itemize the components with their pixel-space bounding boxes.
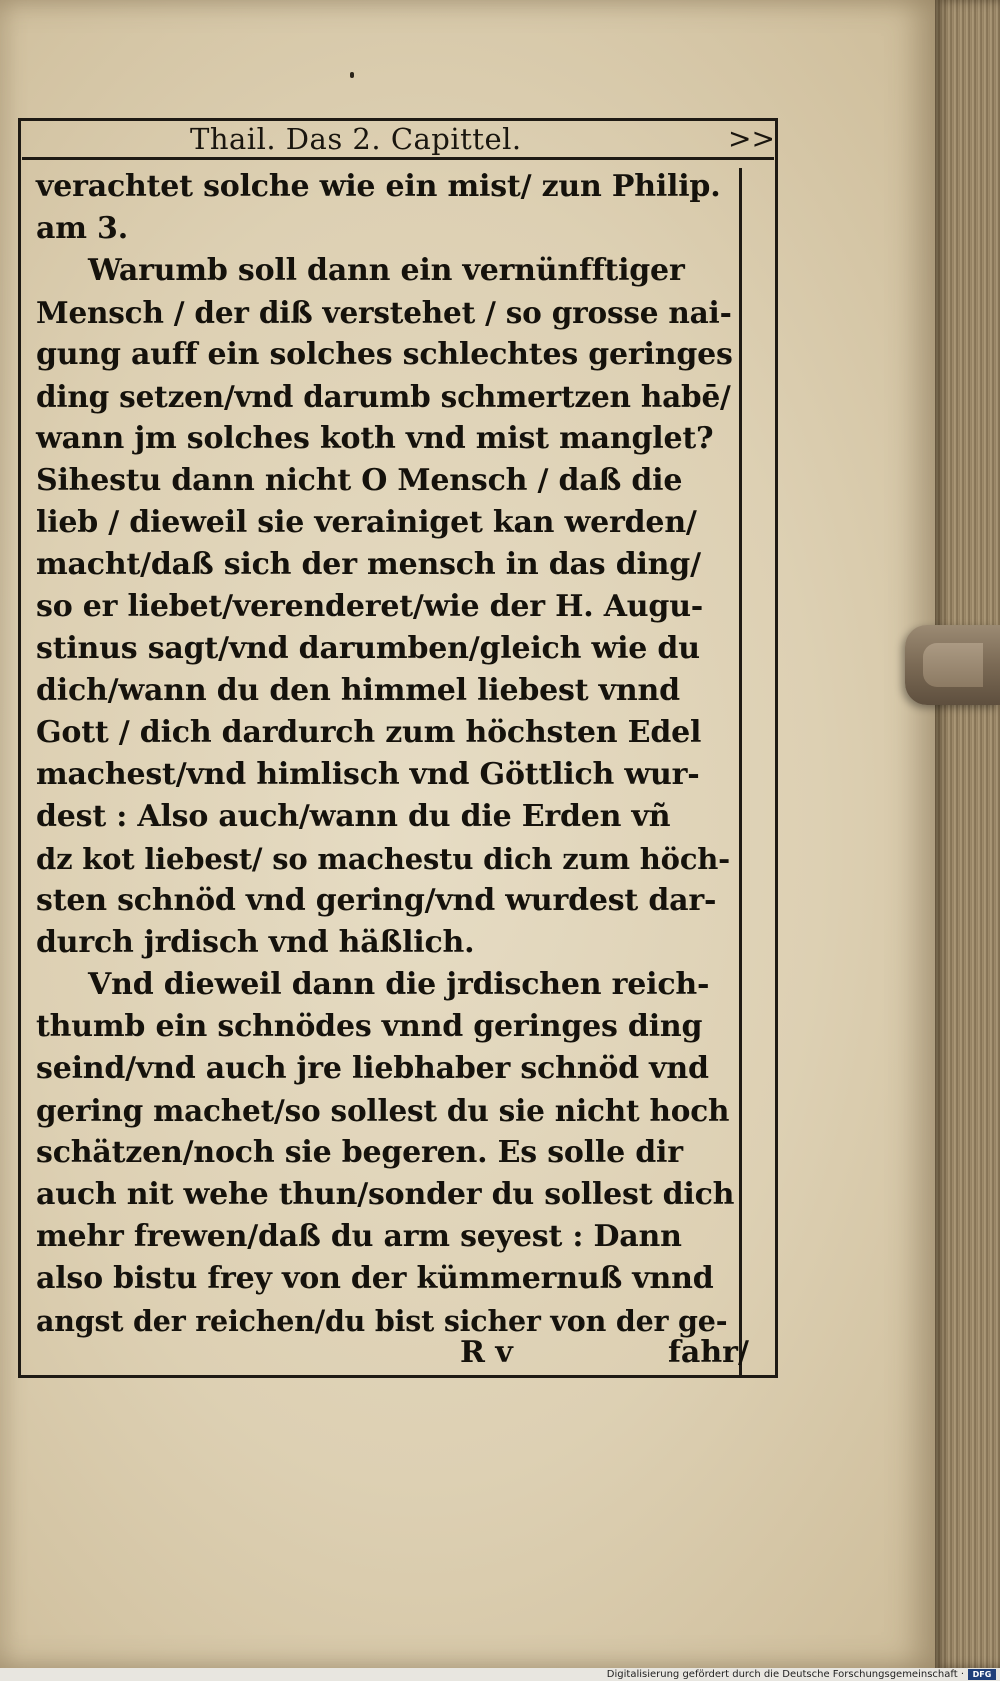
body-line: dest : Also auch/wann du die Erden vñ — [36, 799, 671, 834]
body-line: seind/vnd auch jre liebhaber schnöd vnd — [36, 1051, 709, 1086]
book-clasp — [905, 625, 1000, 705]
body-line: thumb ein schnödes vnnd geringes ding — [36, 1009, 703, 1044]
body-line: Gott / dich dardurch zum höchsten Edel — [36, 715, 702, 750]
body-line: am 3. — [36, 211, 128, 246]
body-line: auch nit wehe thun/sonder du sollest dich — [36, 1177, 735, 1212]
running-head — [22, 122, 774, 160]
body-line: ding setzen/vnd darumb schmertzen habē/ — [36, 379, 731, 414]
body-line: dich/wann du den himmel liebest vnnd — [36, 673, 680, 708]
body-line: stinus sagt/vnd darumben/gleich wie du — [36, 631, 700, 666]
catchword: fahr/ — [668, 1335, 749, 1370]
body-line: gung auff ein solches schlechtes geringes — [36, 337, 733, 372]
body-line: dz kot liebest/ so machestu dich zum höch- — [36, 842, 731, 876]
body-line: machest/vnd himlisch vnd Göttlich wur- — [36, 757, 700, 792]
book-clasp-inner — [923, 643, 983, 687]
body-line: macht/daß sich der mensch in das ding/ — [36, 547, 701, 582]
ink-speck — [350, 72, 354, 78]
body-line: Sihestu dann nicht O Mensch / daß die — [36, 463, 683, 498]
body-line: lieb / dieweil sie verainiget kan werden/ — [36, 505, 697, 540]
body-line: mehr frewen/daß du arm seyest : Dann — [36, 1219, 682, 1254]
body-line: Mensch / der diß verstehet / so grosse nai- — [36, 295, 732, 330]
footer-credit: Digitalisierung gefördert durch die Deutsche Forschungsgemeinschaft · — [606, 1669, 964, 1680]
body-line: verachtet solche wie ein mist/ zun Philip. — [36, 169, 721, 204]
running-head-title: Thail. Das 2. Capittel. — [190, 122, 522, 156]
body-line: Vnd dieweil dann die jrdischen reich- — [88, 967, 710, 1002]
body-line: durch jrdisch vnd häßlich. — [36, 925, 475, 960]
body-line: so er liebet/verenderet/wie der H. Augu- — [36, 589, 704, 624]
page-edges — [935, 0, 1000, 1668]
text-block — [30, 168, 742, 1378]
dfg-logo: DFG — [968, 1669, 996, 1680]
body-line: sten schnöd vnd gering/vnd wurdest dar- — [36, 883, 717, 918]
body-line: angst der reichen/du bist sicher von der ge- — [36, 1304, 728, 1338]
running-head-mark: >> — [728, 122, 775, 155]
signature-mark: R v — [460, 1335, 513, 1370]
body-line: gering machet/so sollest du sie nicht hoch — [36, 1093, 730, 1128]
footer-bar — [0, 1668, 1000, 1681]
body-line: Warumb soll dann ein vernünfftiger — [88, 253, 685, 288]
body-line: schätzen/noch sie begeren. Es solle dir — [36, 1135, 683, 1170]
body-line: also bistu frey von der kümmernuß vnnd — [36, 1261, 714, 1296]
body-line: wann jm solches koth vnd mist manglet? — [36, 421, 714, 456]
